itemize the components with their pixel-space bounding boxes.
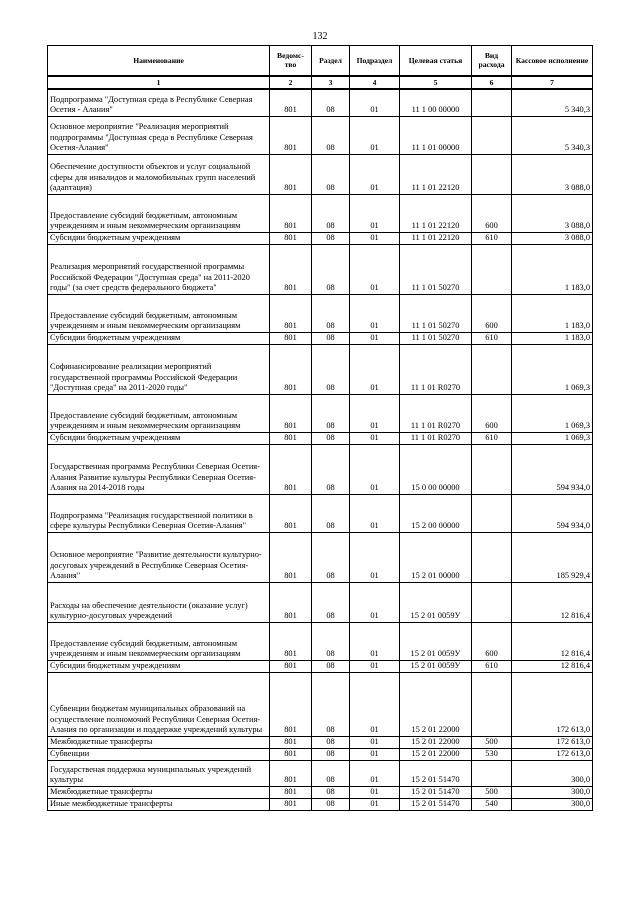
row-kind bbox=[472, 445, 512, 495]
table-row bbox=[48, 623, 593, 661]
row-target: 15 2 01 00000 bbox=[400, 533, 472, 583]
column-number: 2 bbox=[270, 76, 312, 89]
row-section: 08 bbox=[312, 333, 350, 345]
row-target: 11 1 01 R0270 bbox=[400, 345, 472, 395]
row-section: 08 bbox=[312, 799, 350, 811]
row-name: Реализация мероприятий государственной программы Российской Федерации "Доступная среда" на 2011-2020 годы" (за счет средств федерального бюджета" bbox=[48, 245, 270, 295]
row-dept: 801 bbox=[270, 533, 312, 583]
row-target: 15 2 01 22000 bbox=[400, 749, 472, 761]
row-target: 15 2 01 0059У bbox=[400, 583, 472, 623]
row-kind: 600 bbox=[472, 295, 512, 333]
table-row bbox=[48, 89, 593, 117]
row-name: Основное мероприятие "Реализация мероприятий подпрограммы "Доступная среда в Республике Северная Осетия-Алания" bbox=[48, 117, 270, 155]
row-amount: 300,0 bbox=[512, 761, 593, 787]
row-dept: 801 bbox=[270, 345, 312, 395]
table-row bbox=[48, 117, 593, 155]
header-kind: Вид расхода bbox=[472, 46, 512, 76]
row-kind: 600 bbox=[472, 395, 512, 433]
row-kind bbox=[472, 245, 512, 295]
row-section: 08 bbox=[312, 673, 350, 737]
row-section: 08 bbox=[312, 445, 350, 495]
row-name: Субсидии бюджетным учреждениям bbox=[48, 433, 270, 445]
row-section: 08 bbox=[312, 245, 350, 295]
row-target: 11 1 01 50270 bbox=[400, 295, 472, 333]
row-subsection: 01 bbox=[350, 761, 400, 787]
table-row bbox=[48, 295, 593, 333]
row-dept: 801 bbox=[270, 583, 312, 623]
row-kind: 530 bbox=[472, 749, 512, 761]
row-section: 08 bbox=[312, 117, 350, 155]
row-target: 15 2 01 51470 bbox=[400, 761, 472, 787]
table-row bbox=[48, 737, 593, 749]
column-number: 3 bbox=[312, 76, 350, 89]
row-name: Предоставление субсидий бюджетным, автономным учреждениям и иным некоммерческим организациям bbox=[48, 295, 270, 333]
column-number: 7 bbox=[512, 76, 593, 89]
table-row bbox=[48, 333, 593, 345]
row-name: Иные межбюджетные трансферты bbox=[48, 799, 270, 811]
row-target: 15 2 01 51470 bbox=[400, 787, 472, 799]
column-number: 1 bbox=[48, 76, 270, 89]
row-section: 08 bbox=[312, 89, 350, 117]
row-subsection: 01 bbox=[350, 737, 400, 749]
row-section: 08 bbox=[312, 345, 350, 395]
row-subsection: 01 bbox=[350, 155, 400, 195]
row-kind bbox=[472, 533, 512, 583]
row-dept: 801 bbox=[270, 799, 312, 811]
row-dept: 801 bbox=[270, 673, 312, 737]
row-subsection: 01 bbox=[350, 245, 400, 295]
row-dept: 801 bbox=[270, 761, 312, 787]
row-dept: 801 bbox=[270, 233, 312, 245]
row-target: 11 1 01 R0270 bbox=[400, 395, 472, 433]
row-subsection: 01 bbox=[350, 533, 400, 583]
table-row bbox=[48, 345, 593, 395]
row-amount: 172 613,0 bbox=[512, 737, 593, 749]
row-subsection: 01 bbox=[350, 623, 400, 661]
row-target: 11 1 01 50270 bbox=[400, 245, 472, 295]
row-dept: 801 bbox=[270, 787, 312, 799]
row-name: Межбюджетные трансферты bbox=[48, 787, 270, 799]
row-subsection: 01 bbox=[350, 445, 400, 495]
row-name: Предоставление субсидий бюджетным, автономным учреждениям и иным некоммерческим организациям bbox=[48, 623, 270, 661]
row-name: Софинансирование реализации мероприятий государственной программы Российской Федерации "Доступная среда" на 2011-2020 годы" bbox=[48, 345, 270, 395]
row-target: 15 0 00 00000 bbox=[400, 445, 472, 495]
header-amount: Кассовое исполнение bbox=[512, 46, 593, 76]
row-amount: 172 613,0 bbox=[512, 673, 593, 737]
row-amount: 594 934,0 bbox=[512, 445, 593, 495]
row-kind bbox=[472, 495, 512, 533]
table-row bbox=[48, 445, 593, 495]
table-row bbox=[48, 433, 593, 445]
row-target: 11 1 01 R0270 bbox=[400, 433, 472, 445]
row-name: Государственная программа Республики Северная Осетия-Алания Развитие культуры Республики Северная Осетия-Алания на 2014-2018 годы bbox=[48, 445, 270, 495]
row-target: 11 1 01 22120 bbox=[400, 195, 472, 233]
row-subsection: 01 bbox=[350, 295, 400, 333]
row-amount: 1 069,3 bbox=[512, 345, 593, 395]
table-row bbox=[48, 787, 593, 799]
row-subsection: 01 bbox=[350, 395, 400, 433]
row-dept: 801 bbox=[270, 245, 312, 295]
row-kind: 540 bbox=[472, 799, 512, 811]
row-kind: 600 bbox=[472, 195, 512, 233]
row-subsection: 01 bbox=[350, 195, 400, 233]
row-target: 15 2 01 22000 bbox=[400, 737, 472, 749]
row-dept: 801 bbox=[270, 495, 312, 533]
row-target: 15 2 00 00000 bbox=[400, 495, 472, 533]
row-target: 15 2 01 0059У bbox=[400, 623, 472, 661]
row-amount: 12 816,4 bbox=[512, 661, 593, 673]
row-amount: 594 934,0 bbox=[512, 495, 593, 533]
row-section: 08 bbox=[312, 661, 350, 673]
table-row bbox=[48, 155, 593, 195]
table-row bbox=[48, 583, 593, 623]
row-name: Предоставление субсидий бюджетным, автономным учреждениям и иным некоммерческим организациям bbox=[48, 395, 270, 433]
row-section: 08 bbox=[312, 787, 350, 799]
row-name: Основное мероприятие "Развитие деятельности культурно-досуговых учреждений в Республике Северная Осетия-Алания" bbox=[48, 533, 270, 583]
row-kind: 500 bbox=[472, 737, 512, 749]
row-section: 08 bbox=[312, 495, 350, 533]
row-amount: 3 088,0 bbox=[512, 233, 593, 245]
row-dept: 801 bbox=[270, 295, 312, 333]
row-section: 08 bbox=[312, 195, 350, 233]
row-name: Субсидии бюджетным учреждениям bbox=[48, 333, 270, 345]
row-amount: 300,0 bbox=[512, 787, 593, 799]
row-name: Субвенции бюджетам муниципальных образований на осуществление полномочий Республики Северная Осетия-Алания по организации и поддержке учреждений культуры bbox=[48, 673, 270, 737]
row-subsection: 01 bbox=[350, 117, 400, 155]
row-dept: 801 bbox=[270, 445, 312, 495]
row-amount: 5 340,3 bbox=[512, 117, 593, 155]
row-amount: 3 088,0 bbox=[512, 155, 593, 195]
row-subsection: 01 bbox=[350, 233, 400, 245]
row-subsection: 01 bbox=[350, 673, 400, 737]
row-section: 08 bbox=[312, 533, 350, 583]
row-subsection: 01 bbox=[350, 345, 400, 395]
row-section: 08 bbox=[312, 155, 350, 195]
row-target: 15 2 01 0059У bbox=[400, 661, 472, 673]
row-target: 15 2 01 22000 bbox=[400, 673, 472, 737]
row-name: Субсидии бюджетным учреждениям bbox=[48, 233, 270, 245]
row-name: Межбюджетные трансферты bbox=[48, 737, 270, 749]
row-amount: 1 183,0 bbox=[512, 333, 593, 345]
row-kind bbox=[472, 117, 512, 155]
row-kind bbox=[472, 345, 512, 395]
table-row bbox=[48, 533, 593, 583]
row-target: 11 1 01 22120 bbox=[400, 155, 472, 195]
row-amount: 1 183,0 bbox=[512, 245, 593, 295]
row-name: Предоставление субсидий бюджетным, автономным учреждениям и иным некоммерческим организациям bbox=[48, 195, 270, 233]
row-section: 08 bbox=[312, 761, 350, 787]
row-name: Государственая поддержка муниципальных учреждений культуры bbox=[48, 761, 270, 787]
row-dept: 801 bbox=[270, 395, 312, 433]
row-dept: 801 bbox=[270, 155, 312, 195]
row-section: 08 bbox=[312, 233, 350, 245]
table-row bbox=[48, 233, 593, 245]
row-amount: 1 069,3 bbox=[512, 395, 593, 433]
column-number: 4 bbox=[350, 76, 400, 89]
header-subsection: Подраздел bbox=[350, 46, 400, 76]
table-row bbox=[48, 673, 593, 737]
table-row bbox=[48, 195, 593, 233]
row-name: Подпрограмма "Реализация государственной политики в сфере культуры Республики Северная Осетия-Алания" bbox=[48, 495, 270, 533]
row-target: 11 1 01 00000 bbox=[400, 117, 472, 155]
row-kind bbox=[472, 583, 512, 623]
row-amount: 185 929,4 bbox=[512, 533, 593, 583]
row-kind bbox=[472, 761, 512, 787]
row-section: 08 bbox=[312, 395, 350, 433]
row-kind bbox=[472, 89, 512, 117]
row-name: Обеспечение доступности объектов и услуг социальной сферы для инвалидов и маломобильных групп населений (адаптация) bbox=[48, 155, 270, 195]
column-number: 5 bbox=[400, 76, 472, 89]
row-dept: 801 bbox=[270, 333, 312, 345]
row-kind: 610 bbox=[472, 233, 512, 245]
row-kind: 610 bbox=[472, 661, 512, 673]
row-subsection: 01 bbox=[350, 433, 400, 445]
row-amount: 3 088,0 bbox=[512, 195, 593, 233]
row-subsection: 01 bbox=[350, 749, 400, 761]
row-section: 08 bbox=[312, 433, 350, 445]
row-name: Расходы на обеспечение деятельности (оказание услуг) культурно-досуговых учреждений bbox=[48, 583, 270, 623]
row-name: Субсидии бюджетным учреждениям bbox=[48, 661, 270, 673]
row-subsection: 01 bbox=[350, 89, 400, 117]
page-number: 132 bbox=[312, 31, 328, 42]
row-kind bbox=[472, 673, 512, 737]
row-kind: 610 bbox=[472, 333, 512, 345]
row-subsection: 01 bbox=[350, 787, 400, 799]
budget-table bbox=[47, 45, 593, 811]
table-row bbox=[48, 761, 593, 787]
table-row bbox=[48, 661, 593, 673]
row-name: Субвенции bbox=[48, 749, 270, 761]
row-subsection: 01 bbox=[350, 799, 400, 811]
table-row bbox=[48, 749, 593, 761]
table-row bbox=[48, 395, 593, 433]
row-amount: 12 816,4 bbox=[512, 623, 593, 661]
row-section: 08 bbox=[312, 583, 350, 623]
row-section: 08 bbox=[312, 737, 350, 749]
table-row bbox=[48, 799, 593, 811]
header-section: Раздел bbox=[312, 46, 350, 76]
row-subsection: 01 bbox=[350, 661, 400, 673]
header-name: Наименование bbox=[48, 46, 270, 76]
column-number: 6 bbox=[472, 76, 512, 89]
row-kind: 600 bbox=[472, 623, 512, 661]
table-row bbox=[48, 495, 593, 533]
row-subsection: 01 bbox=[350, 583, 400, 623]
row-section: 08 bbox=[312, 623, 350, 661]
row-kind: 500 bbox=[472, 787, 512, 799]
row-amount: 172 613,0 bbox=[512, 749, 593, 761]
header-dept: Ведомс-тво bbox=[270, 46, 312, 76]
row-dept: 801 bbox=[270, 749, 312, 761]
row-dept: 801 bbox=[270, 623, 312, 661]
row-kind: 610 bbox=[472, 433, 512, 445]
table-row bbox=[48, 245, 593, 295]
row-dept: 801 bbox=[270, 433, 312, 445]
row-target: 11 1 00 00000 bbox=[400, 89, 472, 117]
row-amount: 300,0 bbox=[512, 799, 593, 811]
row-amount: 5 340,3 bbox=[512, 89, 593, 117]
row-kind bbox=[472, 155, 512, 195]
row-dept: 801 bbox=[270, 117, 312, 155]
row-subsection: 01 bbox=[350, 495, 400, 533]
row-dept: 801 bbox=[270, 195, 312, 233]
row-subsection: 01 bbox=[350, 333, 400, 345]
row-amount: 1 069,3 bbox=[512, 433, 593, 445]
row-target: 11 1 01 22120 bbox=[400, 233, 472, 245]
row-dept: 801 bbox=[270, 89, 312, 117]
row-target: 15 2 01 51470 bbox=[400, 799, 472, 811]
row-section: 08 bbox=[312, 749, 350, 761]
row-dept: 801 bbox=[270, 737, 312, 749]
row-amount: 1 183,0 bbox=[512, 295, 593, 333]
header-target: Целевая статья bbox=[400, 46, 472, 76]
row-amount: 12 816,4 bbox=[512, 583, 593, 623]
row-section: 08 bbox=[312, 295, 350, 333]
row-name: Подпрограмма "Доступная среда в Республике Северная Осетия - Алания" bbox=[48, 89, 270, 117]
row-target: 11 1 01 50270 bbox=[400, 333, 472, 345]
row-dept: 801 bbox=[270, 661, 312, 673]
